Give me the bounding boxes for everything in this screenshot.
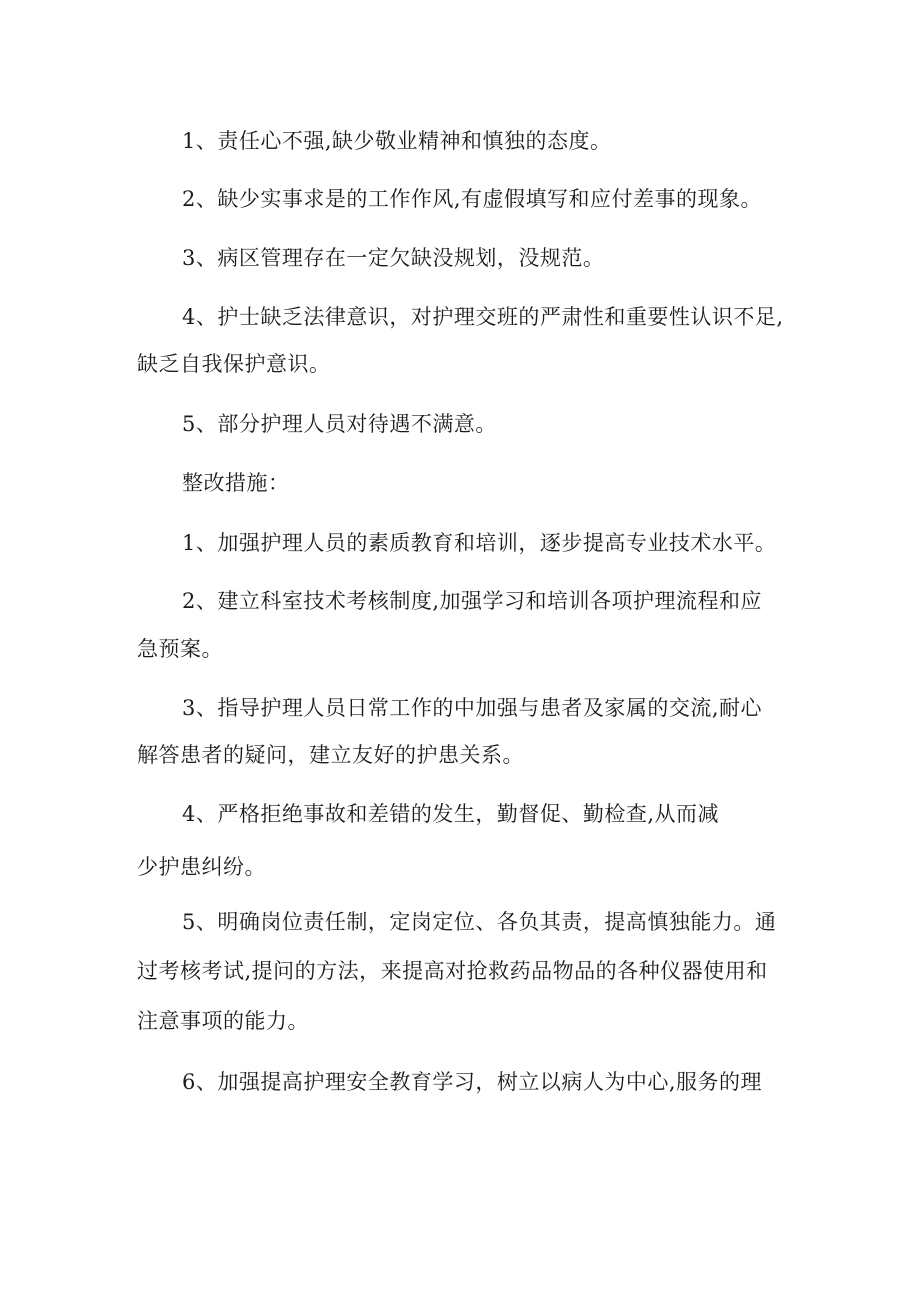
problem-5-line-1: 5、部分护理人员对待遇不满意。 [182,412,497,436]
problem-2-line-1: 2、缺少实事求是的工作作风,有虚假填写和应付差事的现象。 [182,187,763,211]
measure-2-line-2: 急预案。 [137,637,223,661]
measures-heading: 整改措施： [182,471,290,495]
measure-3-line-1: 3、指导护理人员日常工作的中加强与患者及家属的交流,耐心 [182,696,763,720]
problem-4-line-2: 缺乏自我保护意识。 [137,352,331,376]
measure-4-line-2: 少护患纠纷。 [137,855,266,879]
measure-5-line-2: 过考核考试,提问的方法，来提高对抢救药品物品的各种仪器使用和 [137,959,768,983]
problem-1-line-1: 1、责任心不强,缺少敬业精神和慎独的态度。 [182,129,612,153]
measure-3-line-2: 解答患者的疑问，建立友好的护患关系。 [137,743,524,767]
measure-1-line-1: 1、加强护理人员的素质教育和培训，逐步提高专业技术水平。 [182,531,777,555]
measure-4-line-1: 4、严格拒绝事故和差错的发生，勤督促、勤检查,从而减 [182,802,720,826]
measure-5-line-1: 5、明确岗位责任制，定岗定位、各负其责，提高慎独能力。通 [182,910,777,934]
problem-4-line-1: 4、护士缺乏法律意识，对护理交班的严肃性和重要性认识不足, [182,305,784,329]
measure-2-line-1: 2、建立科室技术考核制度,加强学习和培训各项护理流程和应 [182,589,763,613]
measure-6-line-1: 6、加强提高护理安全教育学习，树立以病人为中心,服务的理 [182,1070,763,1094]
problem-3-line-1: 3、病区管理存在一定欠缺没规划，没规范。 [182,246,605,270]
measure-5-line-3: 注意事项的能力。 [137,1009,309,1033]
